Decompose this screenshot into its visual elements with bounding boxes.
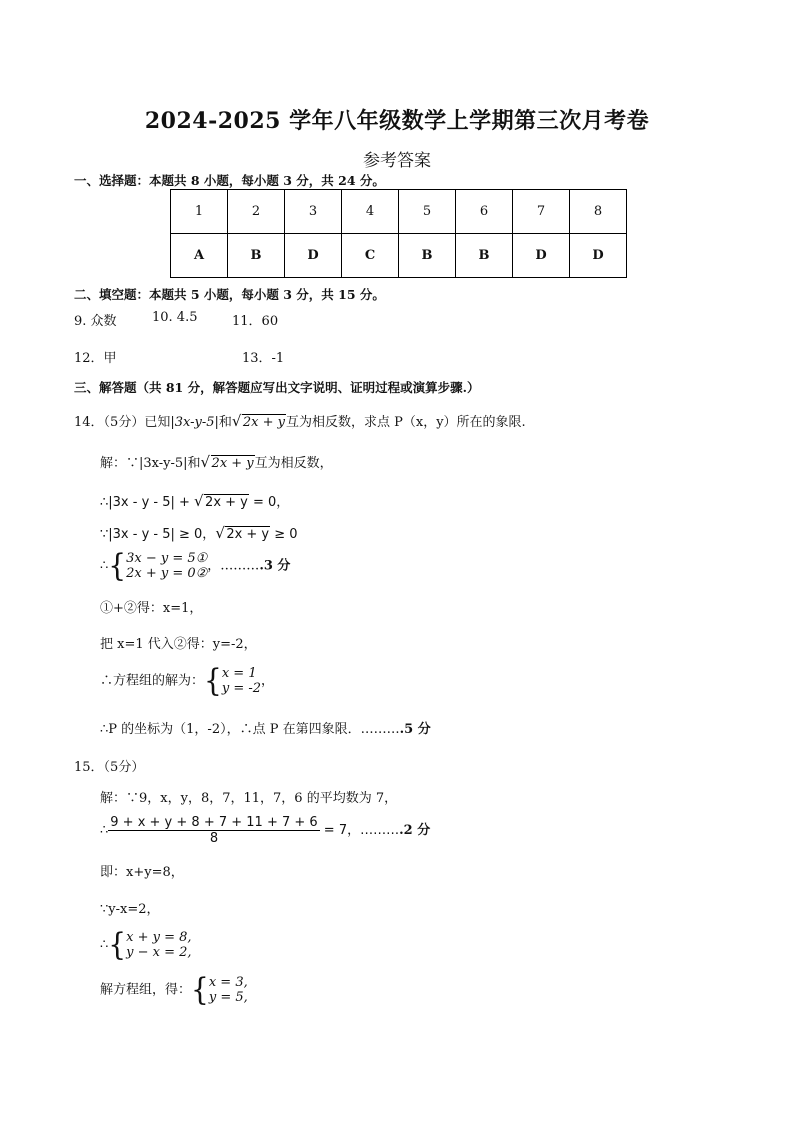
- left-brace-icon: {: [108, 547, 127, 584]
- equation-system: [126, 930, 191, 960]
- answer-9: 9. 众数: [74, 314, 117, 329]
- equation-system: [222, 666, 261, 696]
- page-subtitle: 参考答案: [363, 151, 431, 171]
- q14-line-2: [100, 491, 289, 510]
- fraction-denominator: 8: [209, 831, 219, 846]
- score-mark: .5 分: [399, 722, 431, 737]
- q14-l3-sqrt: 2x + y: [226, 527, 270, 542]
- equation-row: x + y = 8,: [126, 930, 192, 945]
- answer-table: [170, 189, 627, 278]
- equation-row: x = 1: [221, 666, 257, 681]
- table-cell-answer: B: [456, 234, 513, 278]
- table-cell-answer: B: [228, 234, 285, 278]
- q15-line-3: 即：x+y=8，: [100, 865, 184, 880]
- q14-l1-b: 互为相反数，: [254, 456, 333, 471]
- section2-heading: 二、填空题：本题共 5 小题，每小题 3 分，共 15 分。: [74, 287, 385, 302]
- table-cell-answer: B: [399, 234, 456, 278]
- q15-sol-pre: 解方程组，得：: [100, 982, 192, 998]
- answer-12: 12．甲: [74, 351, 117, 366]
- q15-line-1: 解：∵9，x，y，8，7，11，7，6 的平均数为 7，: [100, 791, 398, 806]
- q14-l8: ∴P 的坐标为（1，-2），∴点 P 在第四象限．………: [100, 722, 400, 737]
- section3-heading: 三、解答题（共 81 分，解答题应写出文字说明、证明过程或演算步骤.）: [74, 380, 480, 395]
- q14-line-3: [100, 523, 298, 542]
- q14-sys1-post: ，………: [207, 558, 260, 574]
- table-cell-answer: D: [513, 234, 570, 278]
- page-title: 2024-2025 学年八年级数学上学期第三次月考卷: [144, 108, 650, 134]
- q14-mid: |和: [214, 415, 232, 430]
- q14-system-1: [100, 547, 291, 584]
- table-cell-number: 4: [342, 190, 399, 234]
- q14-l3-b: ≥ 0: [270, 527, 298, 542]
- q15-system: [100, 926, 192, 963]
- table-cell-number: 5: [399, 190, 456, 234]
- score-mark: .2 分: [399, 823, 431, 838]
- equation-system: [126, 551, 207, 581]
- left-brace-icon: {: [191, 971, 209, 1008]
- table-cell-number: 2: [228, 190, 285, 234]
- q14-line-8: [100, 718, 431, 737]
- q14-line-6: 把 x=1 代入②得：y=-2，: [100, 637, 257, 652]
- table-cell-answer: C: [342, 234, 399, 278]
- sqrt-expression: √ 2x + y: [231, 412, 285, 430]
- table-cell-answer: D: [570, 234, 627, 278]
- q14-sys1-pre: ∴: [100, 558, 109, 574]
- q15-frac-post: = 7，………: [319, 823, 400, 838]
- equation-row: 2x + y = 0②: [126, 566, 208, 581]
- answer-13: 13．-1: [242, 351, 285, 366]
- sqrt-expression: √ 2x + y: [200, 453, 254, 471]
- sqrt-expression: √ 2x + y: [215, 524, 270, 542]
- equation-row: y = 5,: [208, 990, 248, 1005]
- q14-l1-a: 解：∵|3x-y-5|和: [100, 456, 201, 471]
- q15-sys-pre: ∴: [100, 937, 109, 953]
- question-15-label: 15．（5分）: [74, 760, 145, 775]
- section1-heading: 一、选择题：本题共 8 小题，每小题 3 分，共 24 分。: [74, 173, 385, 188]
- answer-table-answer-row: [171, 234, 627, 278]
- equation-row: y − x = 2,: [126, 945, 192, 960]
- table-cell-answer: D: [285, 234, 342, 278]
- answer-10: 10. 4.5: [152, 310, 198, 325]
- q14-line-1: [100, 452, 333, 471]
- table-cell-number: 7: [513, 190, 570, 234]
- q14-abs-expr: 3x-y-5: [174, 415, 215, 430]
- answer-table-number-row: [171, 190, 627, 234]
- table-cell-number: 1: [171, 190, 228, 234]
- q14-suffix: 互为相反数，求点 P（x，y）所在的象限.: [285, 415, 526, 430]
- q14-l1-sqrt: 2x + y: [211, 456, 254, 471]
- q14-l2-a: ∴|3x - y - 5| +: [100, 495, 190, 510]
- answer-11: 11．60: [232, 314, 279, 329]
- q15-solution: [100, 971, 248, 1008]
- table-cell-number: 3: [285, 190, 342, 234]
- table-cell-number: 6: [456, 190, 513, 234]
- score-mark: .3 分: [259, 558, 291, 574]
- q14-l7-pre: ∴方程组的解为：: [100, 673, 205, 689]
- fraction-numerator: 9 + x + y + 8 + 7 + 11 + 7 + 6: [110, 815, 318, 830]
- q14-line-5: ①+②得：x=1，: [100, 601, 203, 616]
- left-brace-icon: {: [204, 662, 222, 699]
- sqrt-expression: √ 2x + y: [194, 492, 248, 510]
- q14-l2-b: = 0，: [248, 495, 290, 510]
- q14-prefix: 14．（5分）已知|: [74, 415, 175, 430]
- q14-solution: [100, 662, 275, 699]
- equation-system: [209, 975, 248, 1005]
- equation-row: y = -2: [221, 681, 262, 696]
- left-brace-icon: {: [108, 926, 127, 963]
- q14-l7-post: ，: [261, 673, 275, 689]
- q14-l2-sqrt: 2x + y: [205, 495, 248, 510]
- q14-sqrt-expr: 2x + y: [242, 415, 285, 430]
- table-cell-answer: A: [171, 234, 228, 278]
- q14-l3-a: ∵|3x - y - 5| ≥ 0，: [100, 527, 216, 542]
- table-cell-number: 8: [570, 190, 627, 234]
- question-14-stem: [74, 411, 526, 430]
- q15-line-4: ∵y-x=2，: [100, 902, 160, 917]
- equation-row: x = 3,: [208, 975, 248, 990]
- q15-frac-pre: ∴: [100, 823, 109, 838]
- q15-fraction-line: [100, 815, 430, 846]
- equation-row: 3x − y = 5①: [126, 551, 208, 566]
- fraction: [108, 815, 319, 846]
